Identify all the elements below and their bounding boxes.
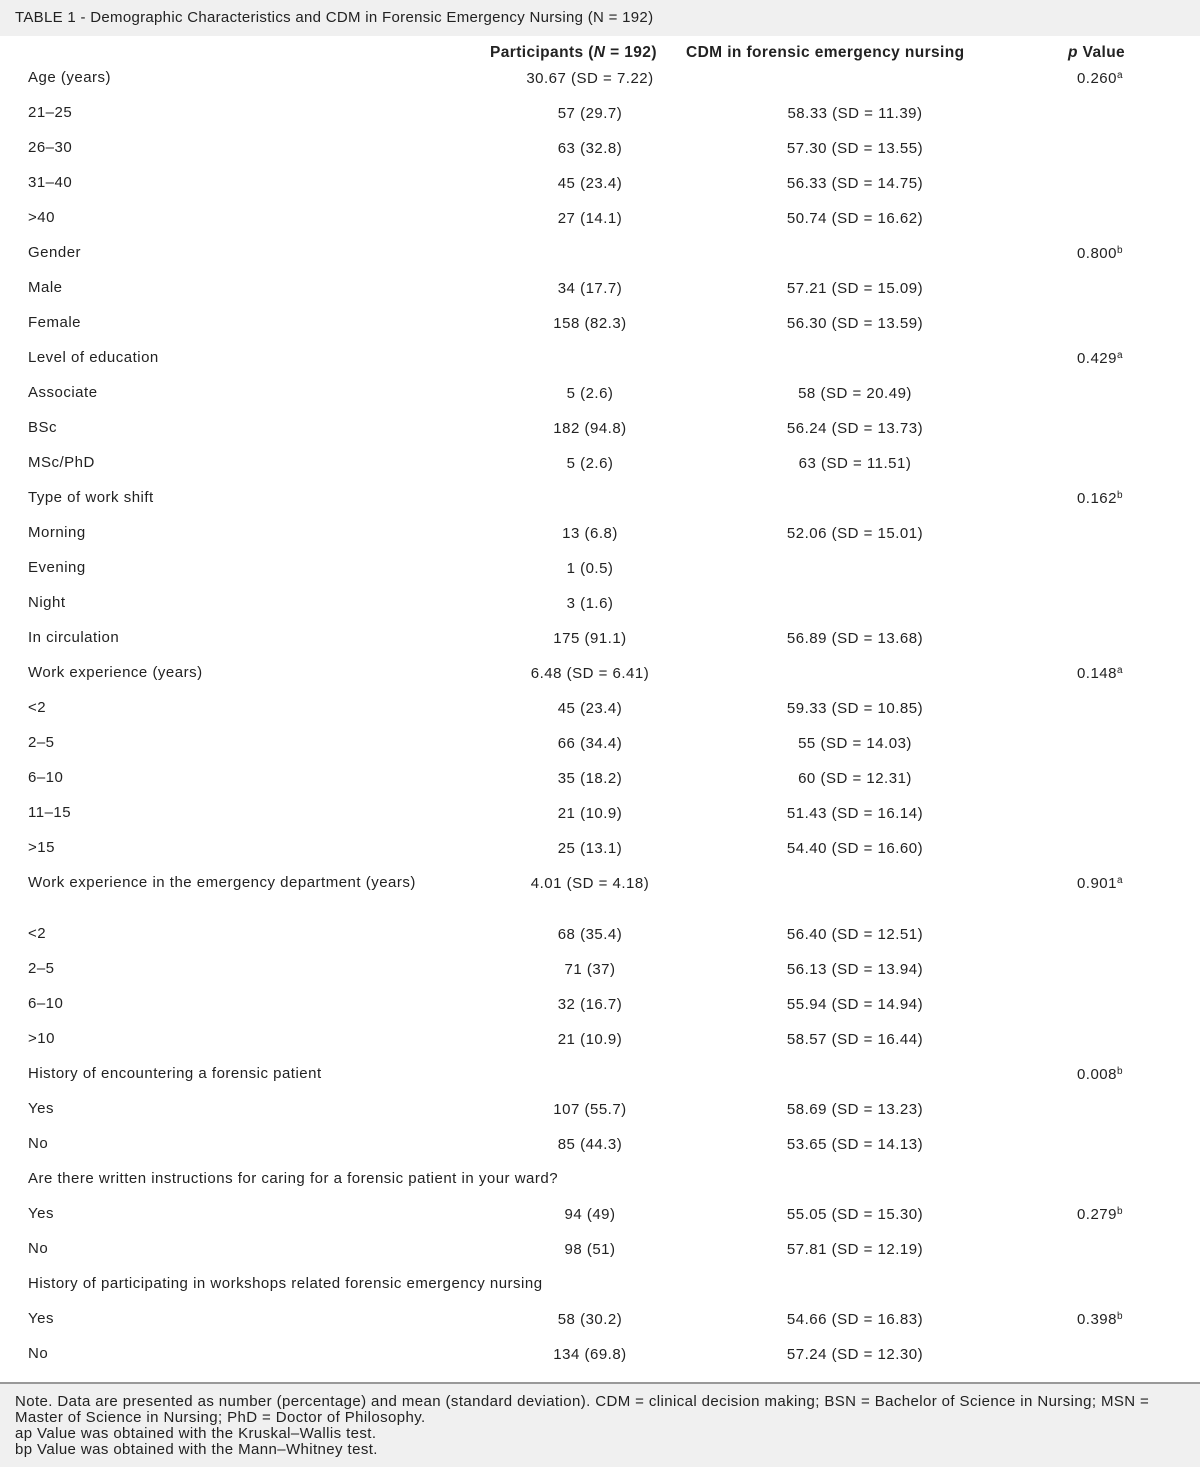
row-label: Female	[28, 314, 82, 331]
header-participants-n: N	[593, 44, 606, 61]
participants-cell: 1 (0.5)	[566, 560, 614, 577]
participants-cell: 58 (30.2)	[557, 1311, 623, 1328]
participants-cell: 66 (34.4)	[557, 735, 623, 752]
table-row	[0, 447, 1200, 482]
header-p-value	[1068, 44, 1125, 62]
participants-cell: 85 (44.3)	[557, 1136, 623, 1153]
table-row	[0, 552, 1200, 587]
p-value-cell	[1060, 245, 1140, 262]
participants-cell: 63 (32.8)	[557, 140, 623, 157]
row-label: No	[28, 1240, 49, 1257]
cdm-cell: 63 (SD = 11.51)	[798, 455, 912, 472]
participants-cell: 45 (23.4)	[557, 175, 623, 192]
participants-cell: 4.01 (SD = 4.18)	[530, 875, 650, 892]
p-value-cell	[1060, 1206, 1140, 1223]
p-value-footnote-mark: b	[1116, 1311, 1124, 1322]
row-label: Are there written instructions for caring for a forensic patient in your ward?	[28, 1170, 559, 1187]
p-value-footnote-mark: a	[1116, 875, 1124, 886]
participants-cell: 6.48 (SD = 6.41)	[530, 665, 650, 682]
table-row	[0, 132, 1200, 167]
p-value: 0.901	[1076, 875, 1117, 892]
table-row	[0, 482, 1200, 517]
row-label: No	[28, 1345, 49, 1362]
p-value-footnote-mark: a	[1116, 350, 1124, 361]
table-row	[0, 412, 1200, 447]
participants-cell: 27 (14.1)	[557, 210, 623, 227]
table-row	[0, 1303, 1200, 1338]
table-row	[0, 587, 1200, 622]
table-row	[0, 797, 1200, 832]
table-row	[0, 1338, 1200, 1373]
cdm-cell: 56.33 (SD = 14.75)	[786, 175, 924, 192]
row-label: 2–5	[28, 960, 55, 977]
row-label: Gender	[28, 244, 82, 261]
p-value: 0.279	[1076, 1206, 1117, 1223]
cdm-cell: 57.21 (SD = 15.09)	[786, 280, 924, 297]
cdm-cell: 58.69 (SD = 13.23)	[786, 1101, 924, 1118]
header-participants	[490, 44, 657, 62]
participants-cell: 5 (2.6)	[566, 455, 614, 472]
p-value-cell	[1060, 70, 1140, 87]
table-row	[0, 377, 1200, 412]
table-row	[0, 622, 1200, 657]
participants-cell: 3 (1.6)	[566, 595, 614, 612]
table-row	[0, 237, 1200, 272]
participants-cell: 25 (13.1)	[557, 840, 623, 857]
table-row	[0, 517, 1200, 552]
cdm-cell: 54.40 (SD = 16.60)	[786, 840, 924, 857]
p-value: 0.162	[1076, 490, 1117, 507]
cdm-cell: 55.94 (SD = 14.94)	[786, 996, 924, 1013]
cdm-cell: 56.24 (SD = 13.73)	[786, 420, 924, 437]
table-row	[0, 953, 1200, 988]
cdm-cell: 50.74 (SD = 16.62)	[786, 210, 924, 227]
cdm-cell: 55.05 (SD = 15.30)	[786, 1206, 924, 1223]
p-value-footnote-mark: b	[1116, 1066, 1124, 1077]
participants-cell: 134 (69.8)	[553, 1346, 627, 1363]
p-value-footnote-mark: b	[1116, 490, 1124, 501]
table-note	[0, 1382, 1200, 1467]
cdm-cell: 56.89 (SD = 13.68)	[786, 630, 924, 647]
row-label: <2	[28, 925, 47, 942]
note-line: Note. Data are presented as number (percentage) and mean (standard deviation). CDM = clinical decision making; BSN = Bachelor of Science in Nursing; MSN = Master of Science in Nursing; PhD = Doctor of Philosophy.	[15, 1393, 1150, 1426]
row-label: 2–5	[28, 734, 55, 751]
table-row	[0, 988, 1200, 1023]
cdm-cell: 56.40 (SD = 12.51)	[786, 926, 924, 943]
note-line: bp Value was obtained with the Mann–Whitney test.	[15, 1441, 378, 1458]
participants-cell: 57 (29.7)	[557, 105, 623, 122]
row-label: >40	[28, 209, 55, 226]
participants-cell: 34 (17.7)	[557, 280, 623, 297]
row-label: Associate	[28, 384, 98, 401]
table-row	[0, 272, 1200, 307]
table-row	[0, 202, 1200, 237]
participants-cell: 30.67 (SD = 7.22)	[526, 70, 654, 87]
header-participants-pre: Participants (	[490, 44, 594, 61]
participants-cell: 68 (35.4)	[557, 926, 623, 943]
p-value-cell	[1060, 875, 1140, 892]
row-label: Level of education	[28, 349, 159, 366]
table-row	[0, 832, 1200, 867]
row-label: <2	[28, 699, 47, 716]
cdm-cell: 57.30 (SD = 13.55)	[786, 140, 924, 157]
row-label: 6–10	[28, 769, 64, 786]
row-label: Morning	[28, 524, 86, 541]
row-label: 31–40	[28, 174, 73, 191]
p-value-footnote-mark: a	[1116, 70, 1124, 81]
table-row	[0, 307, 1200, 342]
p-value-footnote-mark: b	[1116, 245, 1124, 256]
table-row	[0, 1163, 1200, 1198]
table-row	[0, 1233, 1200, 1268]
row-label: Yes	[28, 1100, 54, 1117]
participants-cell: 13 (6.8)	[562, 525, 618, 542]
p-value-cell	[1060, 665, 1140, 682]
table-row	[0, 1058, 1200, 1093]
participants-cell: 94 (49)	[564, 1206, 616, 1223]
participants-cell: 71 (37)	[564, 961, 616, 978]
row-label: History of participating in workshops related forensic emergency nursing	[28, 1275, 543, 1292]
row-label: Work experience (years)	[28, 664, 203, 681]
p-value-cell	[1060, 490, 1140, 507]
participants-cell: 21 (10.9)	[557, 1031, 623, 1048]
row-label: No	[28, 1135, 49, 1152]
table-row	[0, 1128, 1200, 1163]
p-value: 0.398	[1076, 1311, 1117, 1328]
cdm-cell: 55 (SD = 14.03)	[798, 735, 912, 752]
row-label: Yes	[28, 1205, 54, 1222]
p-value-cell	[1060, 1066, 1140, 1083]
row-label: >15	[28, 839, 55, 856]
table-row	[0, 727, 1200, 762]
row-label: Male	[28, 279, 63, 296]
participants-cell: 32 (16.7)	[557, 996, 623, 1013]
table-row	[0, 97, 1200, 132]
cdm-cell: 57.81 (SD = 12.19)	[786, 1241, 924, 1258]
table-row	[0, 167, 1200, 202]
participants-cell: 175 (91.1)	[553, 630, 627, 647]
p-value: 0.148	[1076, 665, 1117, 682]
table-row	[0, 1023, 1200, 1058]
participants-cell: 158 (82.3)	[553, 315, 627, 332]
table-row	[0, 867, 1200, 918]
table-row	[0, 1198, 1200, 1233]
cdm-cell: 52.06 (SD = 15.01)	[786, 525, 924, 542]
table-row	[0, 918, 1200, 953]
header-cdm: CDM in forensic emergency nursing	[686, 44, 965, 61]
participants-cell: 107 (55.7)	[553, 1101, 627, 1118]
p-value: 0.800	[1076, 245, 1117, 262]
row-label: 11–15	[28, 804, 72, 821]
cdm-cell: 60 (SD = 12.31)	[798, 770, 912, 787]
table-row	[0, 342, 1200, 377]
row-label: MSc/PhD	[28, 454, 95, 471]
row-label: >10	[28, 1030, 55, 1047]
row-label: 21–25	[28, 104, 73, 121]
row-label: Yes	[28, 1310, 54, 1327]
table-body	[0, 62, 1200, 1373]
p-value-cell	[1060, 1311, 1140, 1328]
note-line: ap Value was obtained with the Kruskal–Wallis test.	[15, 1425, 377, 1442]
p-value: 0.260	[1076, 70, 1117, 87]
row-label: BSc	[28, 419, 58, 436]
row-label: History of encountering a forensic patient	[28, 1065, 322, 1082]
p-value-footnote-mark: b	[1116, 1206, 1124, 1217]
cdm-cell: 58.57 (SD = 16.44)	[786, 1031, 924, 1048]
row-label: Work experience in the emergency department (years)	[28, 874, 416, 891]
row-label: 26–30	[28, 139, 73, 156]
participants-cell: 35 (18.2)	[557, 770, 623, 787]
participants-cell: 21 (10.9)	[557, 805, 623, 822]
cdm-cell: 59.33 (SD = 10.85)	[786, 700, 924, 717]
row-label: Age (years)	[28, 69, 112, 86]
table-title: TABLE 1 - Demographic Characteristics and CDM in Forensic Emergency Nursing (N = 192)	[0, 0, 1200, 36]
table-row	[0, 62, 1200, 97]
cdm-cell: 58 (SD = 20.49)	[798, 385, 912, 402]
cdm-cell: 57.24 (SD = 12.30)	[786, 1346, 924, 1363]
row-label: In circulation	[28, 629, 120, 646]
table-row	[0, 762, 1200, 797]
header-participants-post: = 192)	[605, 44, 657, 61]
participants-cell: 182 (94.8)	[553, 420, 627, 437]
participants-cell: 98 (51)	[564, 1241, 616, 1258]
cdm-cell: 56.13 (SD = 13.94)	[786, 961, 924, 978]
cdm-cell: 56.30 (SD = 13.59)	[786, 315, 924, 332]
header-p-italic: p	[1068, 44, 1078, 61]
cdm-cell: 51.43 (SD = 16.14)	[786, 805, 924, 822]
row-label: Evening	[28, 559, 86, 576]
table-row	[0, 657, 1200, 692]
participants-cell: 5 (2.6)	[566, 385, 614, 402]
row-label: Night	[28, 594, 66, 611]
p-value: 0.008	[1076, 1066, 1117, 1083]
row-label: 6–10	[28, 995, 64, 1012]
cdm-cell: 54.66 (SD = 16.83)	[786, 1311, 924, 1328]
p-value: 0.429	[1076, 350, 1117, 367]
table-row	[0, 1268, 1200, 1303]
participants-cell: 45 (23.4)	[557, 700, 623, 717]
p-value-footnote-mark: a	[1116, 665, 1124, 676]
cdm-cell: 58.33 (SD = 11.39)	[787, 105, 923, 122]
header-p-rest: Value	[1077, 44, 1126, 61]
table-row	[0, 692, 1200, 727]
row-label: Type of work shift	[28, 489, 154, 506]
p-value-cell	[1060, 350, 1140, 367]
cdm-cell: 53.65 (SD = 14.13)	[786, 1136, 924, 1153]
table-row	[0, 1093, 1200, 1128]
